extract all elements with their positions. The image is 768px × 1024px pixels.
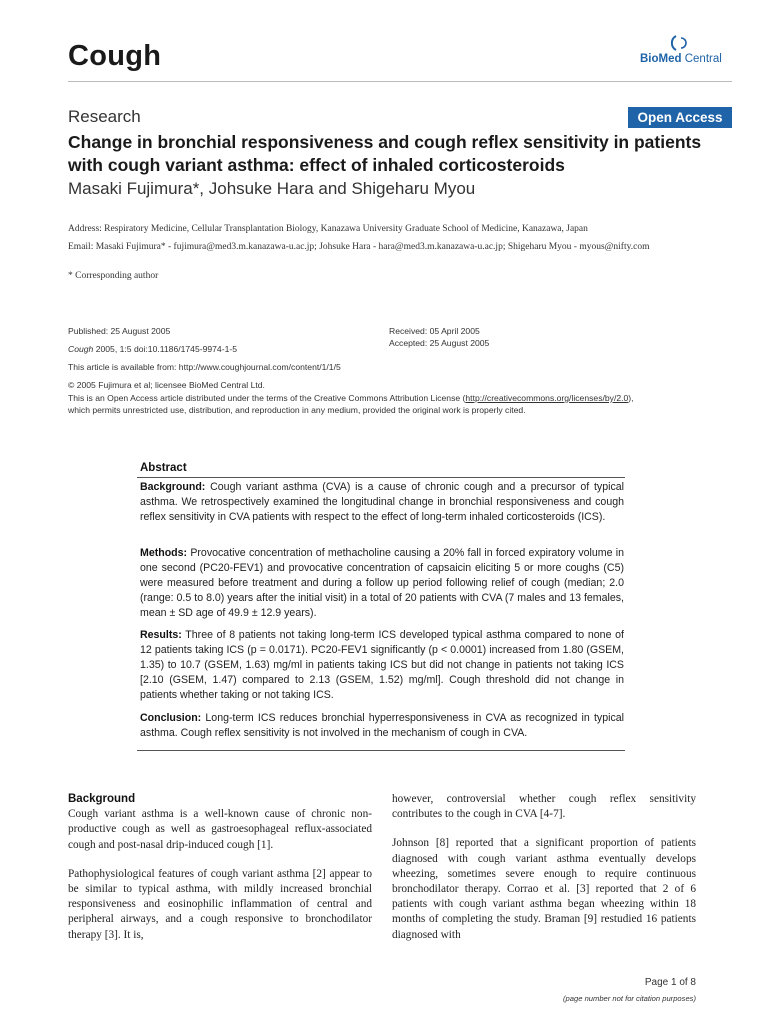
abstract-methods-label: Methods: [140, 547, 188, 559]
author-address: Address: Respiratory Medicine, Cellular Transplantation Biology, Kanazawa University Graduate School of Medicine, Kanazawa, Japan [68, 224, 588, 234]
abstract-methods-text: Provocative concentration of methacholine causing a 20% fall in forced expiratory volume in one second (PC20-FEV1) and provocative concentration of capsaicin eliciting 5 or more coughs (C5) were measured before treatment and during a follow up period following relief of cough (median; 2.0 (range: 0.5 to 8.0) years after the initial visit) in a total of 20 patients with CVA (7 males and 13 females, mean ± SD age of 49.9 ± 12.9 years). [140, 547, 624, 619]
author-emails: Email: Masaki Fujimura* - fujimura@med3.m.kanazawa-u.ac.jp; Johsuke Hara - hara@med3.m.kanazawa-u.ac.jp; Shigeharu Myou - myous@nifty.com [68, 242, 650, 252]
body-paragraph: however, controversial whether cough reflex sensitivity contributes to the cough in CVA [4-7]. [392, 793, 696, 821]
background-heading: Background [68, 793, 136, 805]
citation-details: 2005, 1:5 doi:10.1186/1745-9974-1-5 [93, 344, 237, 354]
license-link[interactable]: http://creativecommons.org/licenses/by/2.0 [465, 393, 629, 403]
article-url[interactable]: This article is available from: http://www.coughjournal.com/content/1/1/5 [68, 362, 341, 372]
abstract-results [140, 628, 624, 703]
publisher-logo [640, 34, 730, 68]
journal-title: Cough [68, 40, 162, 72]
abstract-results-text: Three of 8 patients not taking long-term ICS developed typical asthma compared to none of 12 patients taking ICS (p = 0.0171). PC20-FEV1 significantly (p < 0.0001) increased from 1.80 (GSEM, 1.35) to 10.7 (GSEM, 1.63) mg/ml in patients taking ICS but did not change in patients not taking ICS [2.10 (GSEM, 1.47) compared to 2.13 (GSEM, 1.52) mg/ml]. Cough threshold did not change in patients whether taking or not taking ICS. [140, 629, 624, 701]
abstract-top-rule [137, 477, 625, 478]
abstract-conclusion [140, 711, 624, 741]
page-number-note: (page number not for citation purposes) [563, 994, 696, 1003]
abstract-conclusion-label: Conclusion: [140, 712, 202, 724]
body-paragraph: Cough variant asthma is a well-known cause of chronic non-productive cough as well as gastroesophageal reflux-associated cough and post-nasal drip-induced cough [1]. [68, 808, 372, 851]
body-paragraph: Pathophysiological features of cough variant asthma [2] appear to be similar to typical asthma, with mildly increased bronchial responsiveness and eosinophilic inflammation of central and peripheral airways, and a cough responsive to bronchodilator therapy [3]. It is, [68, 867, 372, 941]
license-statement-continued: which permits unrestricted use, distribution, and reproduction in any medium, provided the original work is properly cited. [68, 405, 526, 415]
citation-journal: Cough [68, 344, 94, 354]
corresponding-author-note: * Corresponding author [68, 271, 159, 281]
article-section: Research [68, 107, 141, 126]
publisher-name-light: Central [681, 53, 722, 65]
body-column-right [392, 792, 696, 957]
article-authors: Masaki Fujimura*, Johsuke Hara and Shigeharu Myou [68, 179, 476, 198]
body-paragraph: Johnson [8] reported that a significant proportion of patients diagnosed with cough variant asthma eventually develops wheezing, sometimes severe enough to require continuous bronchodilator therapy. Corrao et al. [3] reported that 2 of 6 patients with cough variant asthma began wheezing within 18 months of completing the study. Braman [9] restudied 16 patients diagnosed with [392, 837, 696, 941]
copyright-notice: © 2005 Fujimura et al; licensee BioMed Central Ltd. [68, 380, 265, 390]
abstract-background [140, 480, 624, 525]
abstract-background-label: Background: [140, 481, 206, 493]
license-text: This is an Open Access article distributed under the terms of the Creative Commons Attribution License ( [68, 393, 466, 403]
page-number: Page 1 of 8 [644, 977, 696, 988]
published-date: Published: 25 August 2005 [68, 326, 171, 336]
biomed-arc-icon [670, 34, 690, 52]
abstract-conclusion-text: Long-term ICS reduces bronchial hyperresponsiveness in CVA as recognized in typical asthma. Cough reflex sensitivity is not involved in the mechanism of cough in CVA. [140, 712, 624, 739]
open-access-badge: Open Access [628, 107, 732, 128]
abstract-background-text: Cough variant asthma (CVA) is a cause of chronic cough and a precursor of typical asthma. We retrospectively examined the longitudinal change in bronchial responsiveness and cough reflex sensitivity in CVA patients with respect to the effect of long-term inhaled corticosteroids (ICS). [140, 481, 624, 523]
header-divider [68, 81, 732, 82]
license-statement [68, 393, 634, 404]
license-text-end: ), [628, 393, 634, 403]
received-date: Received: 05 April 2005 [389, 326, 480, 336]
article-title: Change in bronchial responsiveness and cough reflex sensitivity in patients with cough variant asthma: effect of inhaled corticosteroids [68, 132, 702, 175]
body-column-left [68, 792, 372, 957]
abstract-results-label: Results: [140, 629, 182, 641]
citation-line [68, 344, 237, 355]
abstract-bottom-rule [137, 750, 625, 751]
abstract-heading: Abstract [140, 462, 187, 474]
accepted-date: Accepted: 25 August 2005 [389, 338, 490, 348]
publisher-name-bold: BioMed [640, 53, 682, 65]
abstract-methods [140, 546, 624, 621]
